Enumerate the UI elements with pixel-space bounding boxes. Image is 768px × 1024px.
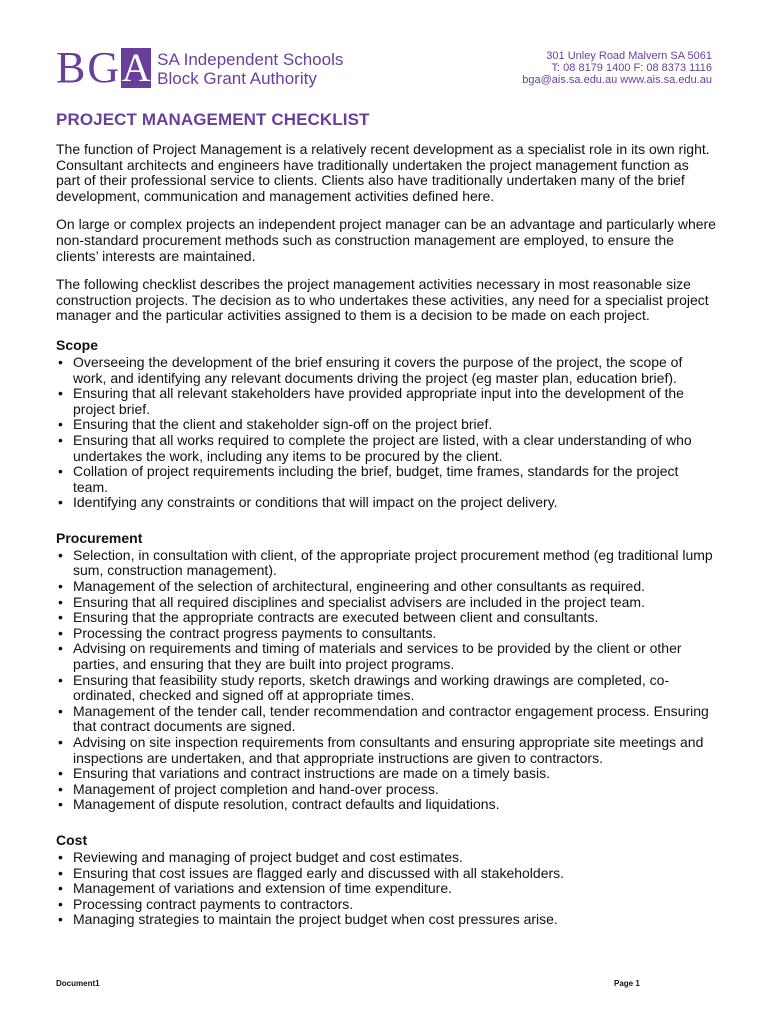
list-item-text: Reviewing and managing of project budget and cost estimates. — [73, 848, 463, 865]
list-item-text: Ensuring that all works required to complete the project are listed, with a clear understanding of who undertakes the work, including any items to be procured by the client. — [73, 431, 692, 464]
list-item-text: Identifying any constraints or conditions that will impact on the project delivery. — [73, 494, 558, 511]
list-item — [56, 735, 716, 766]
bullet-icon: • — [58, 765, 63, 782]
bullet-list — [56, 355, 716, 511]
list-item — [56, 355, 716, 386]
list-item — [56, 704, 716, 735]
bullet-icon: • — [58, 624, 63, 641]
list-item-text: Advising on site inspection requirements from consultants and ensuring appropriate site meetings and inspections are undertaken, and that appropriate instructions are given to contractors. — [73, 734, 704, 766]
bullet-icon: • — [58, 353, 63, 370]
logo-text — [157, 50, 343, 88]
bullet-list — [56, 850, 716, 928]
list-item — [56, 626, 716, 642]
bga-logo-mark — [56, 43, 151, 92]
list-item — [56, 673, 716, 704]
bullet-icon: • — [58, 609, 63, 626]
list-item — [56, 464, 716, 495]
list-item-text: Overseeing the development of the brief ensuring it covers the purpose of the project, the scope of work, and identifying any relevant documents driving the project (eg master plan, education brief). — [73, 353, 683, 386]
bullet-icon: • — [58, 848, 63, 865]
bullet-icon: • — [58, 880, 63, 897]
contact-address: 301 Unley Road Malvern SA 5061 — [546, 50, 712, 62]
page-title: PROJECT MANAGEMENT CHECKLIST — [56, 110, 370, 129]
bullet-icon: • — [58, 546, 63, 563]
bullet-icon: • — [58, 431, 63, 448]
list-item — [56, 897, 716, 913]
list-item-text: Ensuring that the client and stakeholder sign-off on the project brief. — [73, 416, 493, 433]
bullet-list — [56, 548, 716, 813]
section-scope — [56, 337, 716, 511]
list-item — [56, 548, 716, 579]
checklist-sections — [56, 337, 716, 928]
list-item — [56, 386, 716, 417]
bullet-icon: • — [58, 671, 63, 688]
intro-paragraph-3: The following checklist describes the project management activities necessary in most reasonable size construction projects. The decision as to who undertakes these activities, any need for a specialist project manager and the particular activities assigned to them is a decision to be made on each project. — [56, 276, 709, 324]
footer-document-name: Document1 — [56, 979, 100, 988]
intro-paragraph-2: On large or complex projects an independent project manager can be an advantage and particularly where non-standard procurement methods such as construction management are employed, to ensure the clients’ interests are maintained. — [56, 216, 716, 264]
list-item-text: Selection, in consultation with client, of the appropriate project procurement method (eg traditional lump sum, construction management). — [73, 546, 713, 579]
list-item-text: Management of the tender call, tender recommendation and contractor engagement process. Ensuring that contract documents are signed. — [73, 702, 709, 735]
section-heading: Scope — [56, 336, 99, 353]
list-item — [56, 782, 716, 798]
bga-logo — [56, 43, 344, 92]
section-heading: Cost — [56, 831, 88, 848]
bullet-icon: • — [58, 796, 63, 813]
section-heading: Procurement — [56, 529, 143, 546]
logo-letter-b: B — [56, 43, 86, 92]
list-item-text: Ensuring that feasibility study reports, sketch drawings and working drawings are completed, co-ordinated, checked and signed off at appropriate times. — [73, 671, 670, 704]
list-item-text: Processing contract payments to contractors. — [73, 895, 354, 912]
list-item-text: Management of dispute resolution, contract defaults and liquidations. — [73, 796, 500, 813]
bullet-icon: • — [58, 911, 63, 928]
list-item — [56, 881, 716, 897]
bullet-icon: • — [58, 494, 63, 511]
bullet-icon: • — [58, 640, 63, 657]
contact-email-web: bga@ais.sa.edu.au www.ais.sa.edu.au — [522, 74, 712, 86]
list-item-text: Management of variations and extension of time expenditure. — [73, 880, 453, 897]
list-item — [56, 912, 716, 928]
bullet-icon: • — [58, 578, 63, 595]
list-item-text: Managing strategies to maintain the project budget when cost pressures arise. — [73, 911, 558, 928]
intro-paragraph-1: The function of Project Management is a relatively recent development as a specialist role in its own right. Consultant architects and engineers have traditionally undertaken the project management function as part of their professional service to clients. Clients also have traditionally undertaken many of the brief development, communication and management activities defined here. — [56, 141, 710, 204]
bullet-icon: • — [58, 463, 63, 480]
bullet-icon: • — [58, 385, 63, 402]
bullet-icon: • — [58, 864, 63, 881]
list-item-text: Processing the contract progress payments to consultants. — [73, 624, 437, 641]
logo-line-1: SA Independent Schools — [157, 50, 344, 69]
list-item-text: Collation of project requirements including the brief, budget, time frames, standards for the project team. — [73, 463, 679, 495]
list-item — [56, 495, 716, 511]
list-item-text: Ensuring that the appropriate contracts are executed between client and consultants. — [73, 609, 599, 626]
bullet-icon: • — [58, 416, 63, 433]
list-item-text: Ensuring that all required disciplines and specialist advisers are included in the project team. — [73, 593, 645, 610]
logo-line-2: Block Grant Authority — [157, 69, 317, 88]
list-item — [56, 579, 716, 595]
list-item-text: Ensuring that cost issues are flagged early and discussed with all stakeholders. — [73, 864, 565, 881]
list-item-text: Management of project completion and hand-over process. — [73, 780, 439, 797]
list-item — [56, 850, 716, 866]
contact-phone-fax: T: 08 8179 1400 F: 08 8373 1116 — [551, 62, 712, 74]
section-cost — [56, 832, 716, 928]
document-body — [56, 142, 716, 928]
list-item-text: Management of the selection of architectural, engineering and other consultants as required. — [73, 578, 646, 595]
logo-letter-a: A — [121, 45, 151, 90]
list-item — [56, 866, 716, 882]
bullet-icon: • — [58, 895, 63, 912]
list-item — [56, 641, 716, 672]
bullet-icon: • — [58, 702, 63, 719]
contact-block — [522, 50, 712, 86]
section-procurement — [56, 530, 716, 813]
bullet-icon: • — [58, 593, 63, 610]
list-item-text: Ensuring that variations and contract instructions are made on a timely basis. — [73, 765, 551, 782]
list-item — [56, 417, 716, 433]
list-item-text: Advising on requirements and timing of materials and services to be provided by the client or other parties, and ensuring that they are built into project programs. — [73, 640, 682, 673]
list-item — [56, 610, 716, 626]
list-item — [56, 797, 716, 813]
logo-letter-g: G — [87, 43, 120, 92]
bullet-icon: • — [58, 780, 63, 797]
bullet-icon: • — [58, 734, 63, 750]
list-item — [56, 595, 716, 611]
footer-page-number: Page 1 — [614, 979, 640, 988]
list-item — [56, 433, 716, 464]
list-item-text: Ensuring that all relevant stakeholders have provided appropriate input into the development of the project brief. — [73, 385, 684, 417]
list-item — [56, 766, 716, 782]
